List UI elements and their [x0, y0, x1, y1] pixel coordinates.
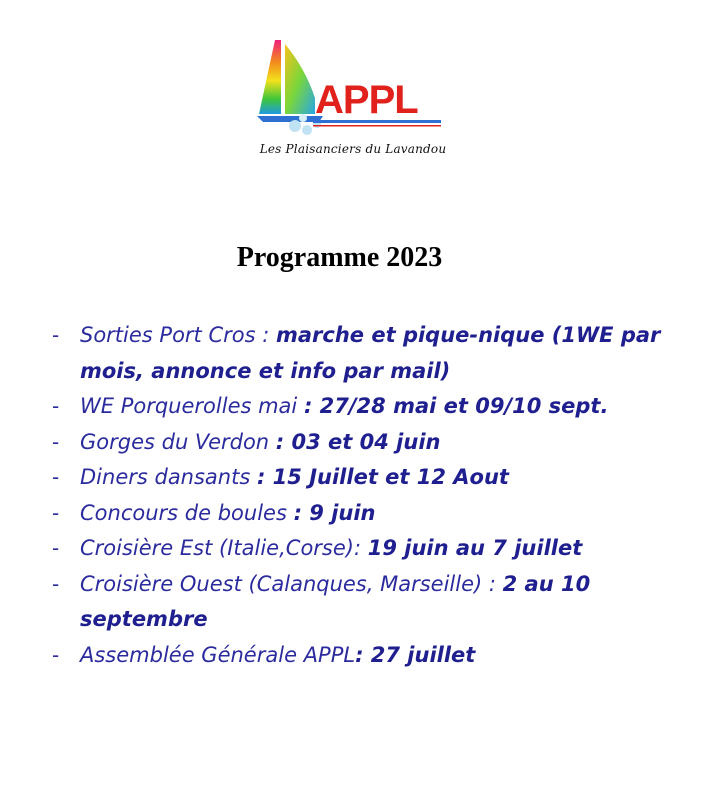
list-marker: -: [52, 394, 60, 418]
event-name: Concours de boules: [80, 500, 294, 525]
event-name: Croisière Est (Italie,Corse):: [80, 536, 368, 560]
event-name: Diners dansants: [80, 465, 257, 489]
list-item: [52, 389, 682, 425]
appl-logo: [253, 38, 453, 168]
event-name: WE Porquerolles mai: [80, 394, 304, 418]
event-name: Gorges du Verdon: [80, 429, 276, 454]
logo-brand-text: APPL: [315, 78, 418, 122]
event-name: Assemblée Générale APPL: [80, 642, 356, 667]
event-name: Sorties Port Cros :: [80, 323, 276, 347]
event-name: Croisière Ouest (Calanques, Marseille) :: [80, 571, 503, 596]
event-dates: : 27/28 mai et 09/10 sept.: [303, 394, 609, 418]
list-item: [52, 531, 682, 567]
list-marker: -: [52, 500, 60, 525]
list-marker: -: [52, 642, 60, 667]
event-dates: marche et pique-nique (1WE par mois, annonce et info par mail): [80, 323, 661, 383]
logo-subtitle: Les Plaisanciers du Lavandou: [259, 142, 447, 156]
event-dates: 19 juin au 7 juillet: [367, 536, 583, 560]
list-item: [52, 567, 682, 638]
page-title: [0, 242, 707, 274]
list-item: [52, 638, 682, 674]
event-dates: : 27 juillet: [355, 642, 476, 667]
list-marker: -: [52, 429, 60, 454]
event-dates: 2 au 10 septembre: [80, 571, 591, 631]
list-marker: -: [52, 323, 60, 347]
list-marker: -: [52, 465, 60, 489]
list-item: [52, 496, 682, 532]
page-title-text: Programme 2023: [236, 242, 443, 273]
event-dates: : 03 et 04 juin: [275, 429, 441, 454]
program-list: [52, 318, 682, 673]
event-dates: : 15 Juillet et 12 Aout: [256, 465, 509, 489]
list-marker: -: [52, 536, 60, 560]
list-item: [52, 425, 682, 461]
list-marker: -: [52, 571, 60, 596]
event-dates: : 9 juin: [293, 500, 376, 525]
list-item: [52, 318, 682, 389]
list-item: [52, 460, 682, 496]
